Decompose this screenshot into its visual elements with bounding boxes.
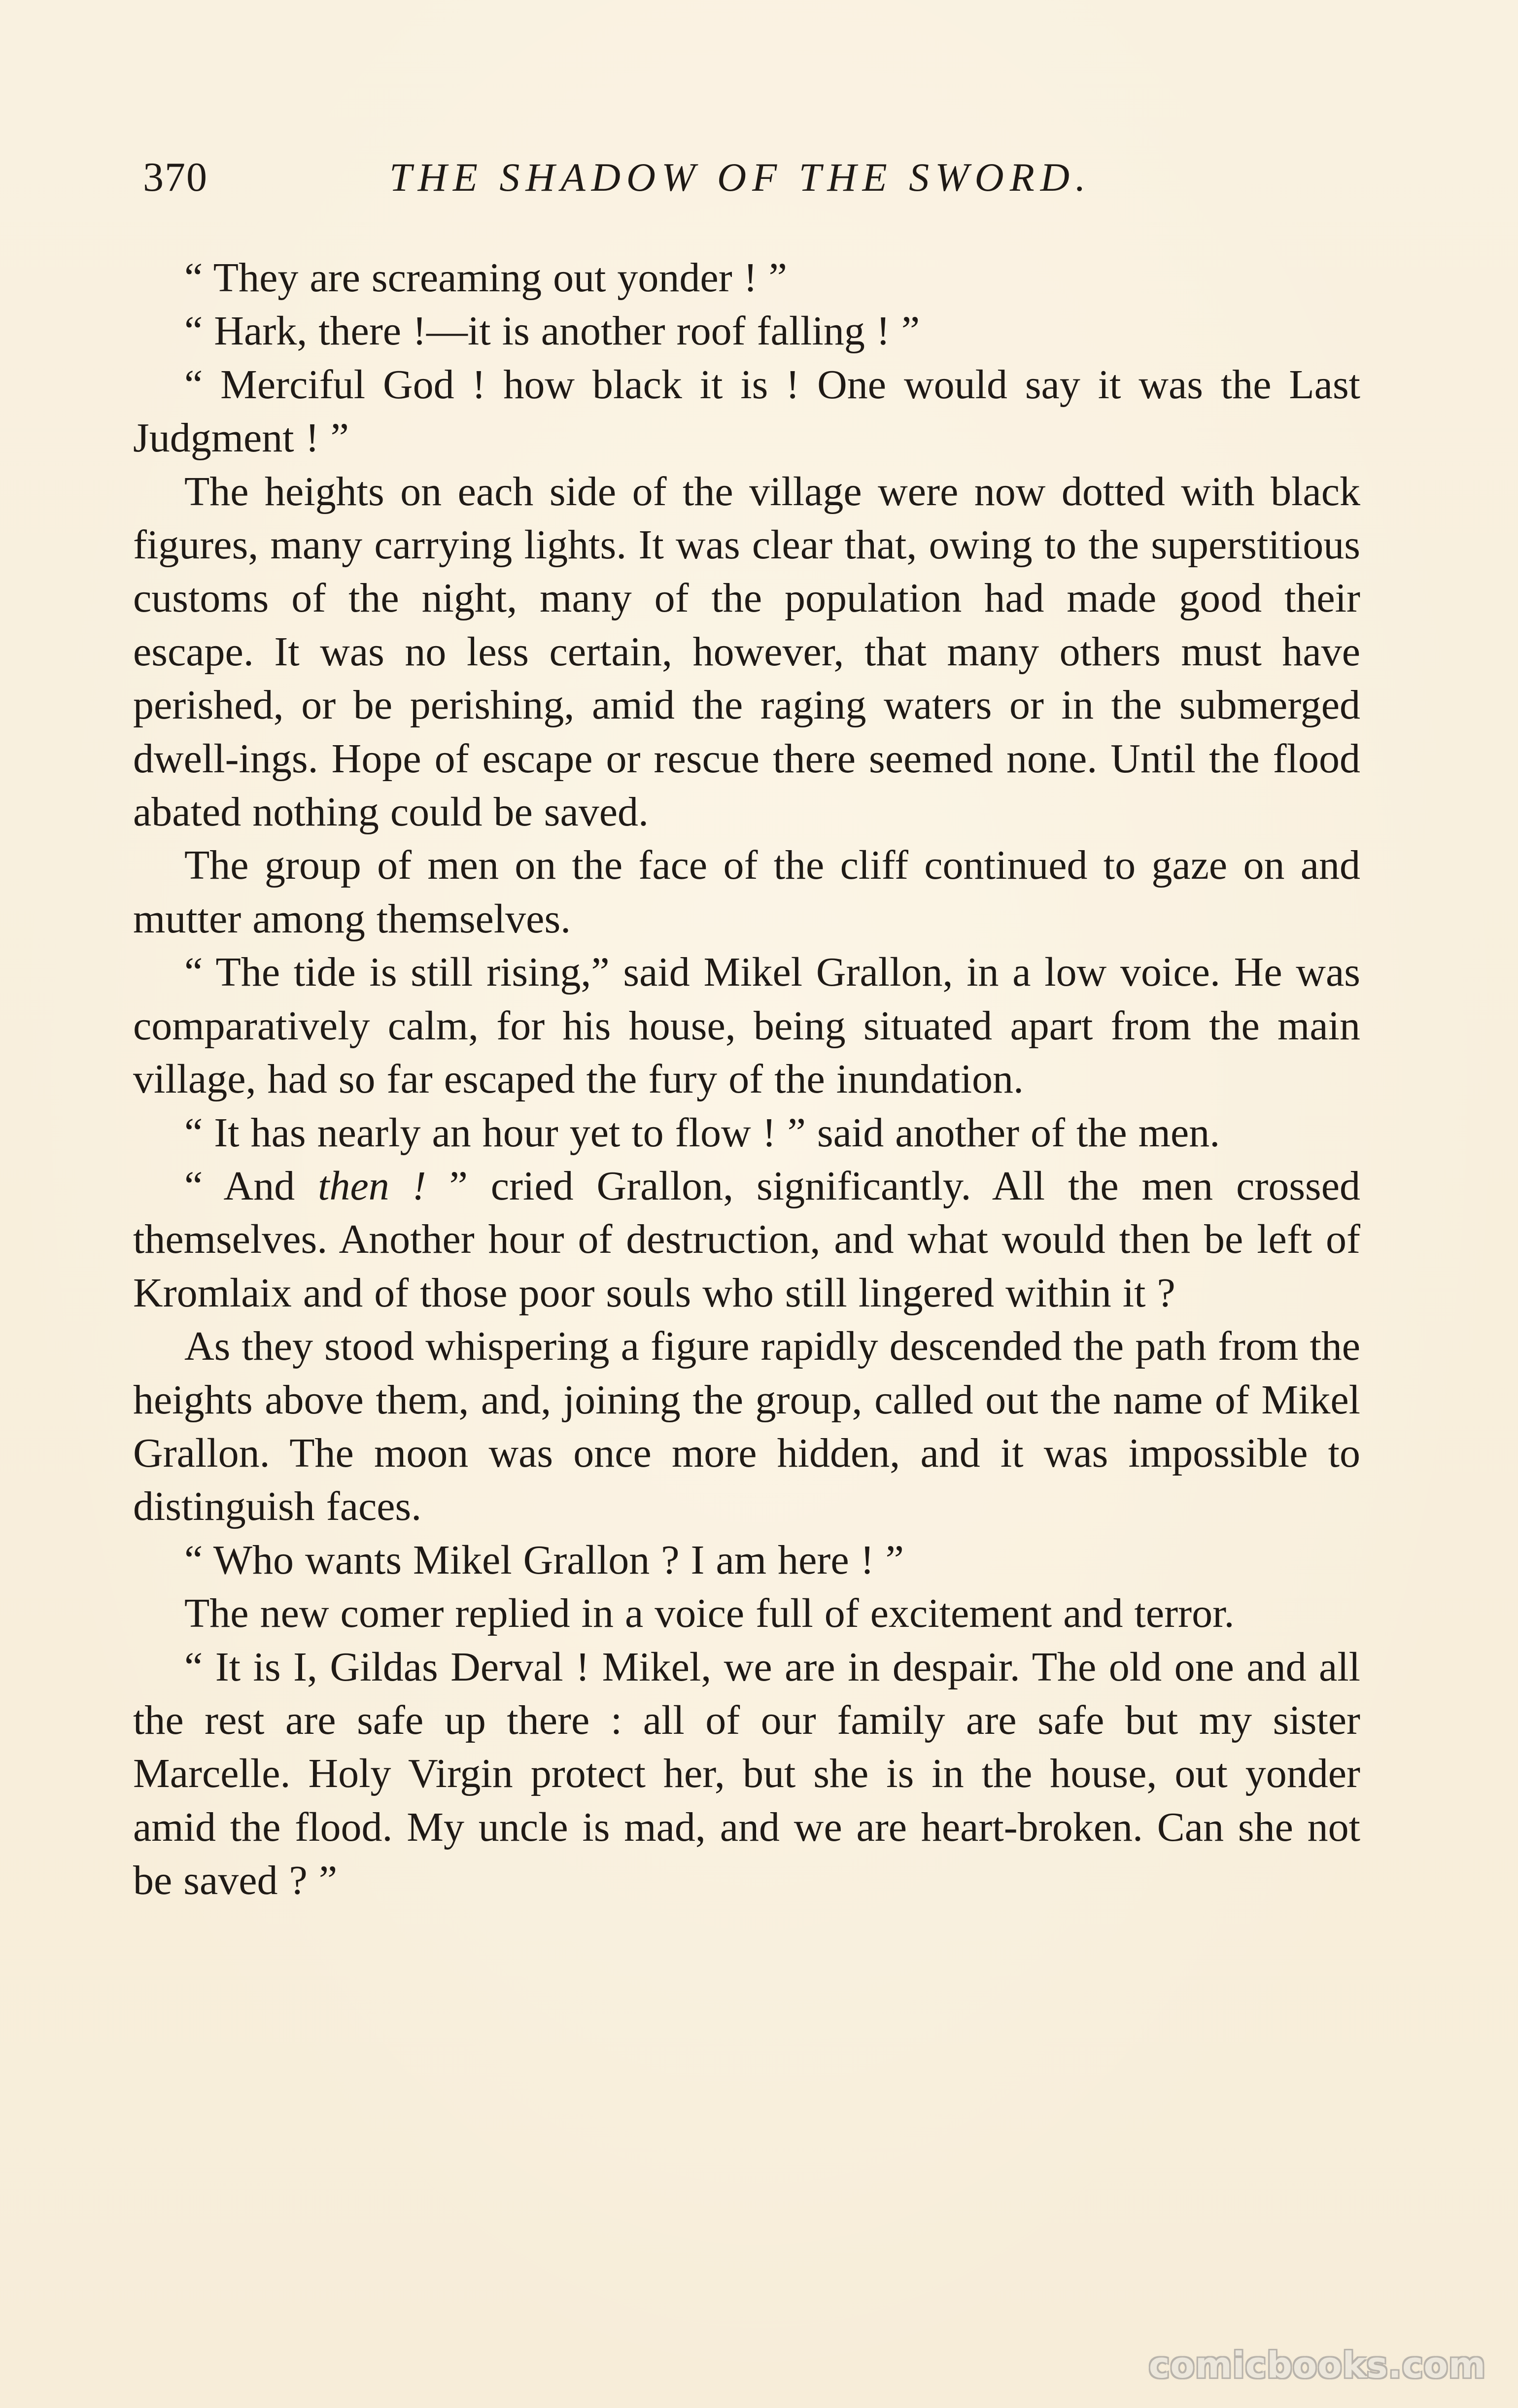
paragraph-hour-to-flow: “ It has nearly an hour yet to flow ! ” said another of the men.: [184, 1109, 1220, 1156]
paragraph-who-wants: “ Who wants Mikel Grallon ? I am here ! ”: [184, 1537, 904, 1583]
paragraph-group-of-men: The group of men on the face of the cliff continued to gaze on and mutter among themselves.: [133, 842, 1360, 942]
paragraph-heights-village: The heights on each side of the village were now dotted with black figures, many carrying lights. It was clear that, owing to the superstitious customs of the night, many of the population had made good their escape. It was no less certain, however, that many others must have perished, or be perishing, amid the raging waters or in the submerged dwell-ings. Hope of escape or rescue there seemed none. Until the flood abated nothing could be saved.: [133, 468, 1360, 835]
running-head: [143, 150, 1134, 205]
paragraph-screaming: “ They are screaming out yonder ! ”: [184, 255, 787, 301]
paragraph-new-comer: The new comer replied in a voice full of excitement and terror.: [184, 1590, 1235, 1637]
paragraph-gildas-derval: “ It is I, Gildas Derval ! Mikel, we are in despair. The old one and all the rest are safe up there : all of our family are safe but my sister Marcelle. Holy Virgin protect her, but she is in the house, out yonder amid the flood. My uncle is mad, and we are heart-broken. Can she not be saved ? ”: [133, 1644, 1360, 1904]
paragraph-and-then: [133, 1160, 1360, 1320]
page-number: 370: [143, 154, 208, 200]
body-text: [133, 251, 1360, 1908]
paragraph-tide-rising: “ The tide is still rising,” said Mikel Grallon, in a low voice. He was comparatively calm, for his house, being situated apart from the main village, had so far escaped the fury of the inundation.: [133, 949, 1360, 1102]
running-title: THE SHADOW OF THE SWORD.: [389, 155, 1092, 200]
paragraph-roof-falling: “ Hark, there !—it is another roof falling ! ”: [184, 308, 920, 354]
and-then-after: ” cried Grallon, significantly. All the men crossed themselves. Another hour of destruction, and what would then be left of Kromlaix and of those poor souls who still lingered within it ?: [133, 1163, 1361, 1316]
paragraph-figure-descended: As they stood whispering a figure rapidly descended the path from the heights above them, and, joining the group, called out the name of Mikel Grallon. The moon was once more hidden, and it was impossible to distinguish faces.: [133, 1323, 1360, 1530]
and-then-emphasis: then !: [318, 1163, 426, 1209]
watermark: comicbooks.com: [1148, 2344, 1486, 2386]
and-then-before: “ And: [184, 1163, 318, 1209]
paragraph-last-judgment: “ Merciful God ! how black it is ! One would say it was the Last Judgment ! ”: [133, 361, 1360, 461]
